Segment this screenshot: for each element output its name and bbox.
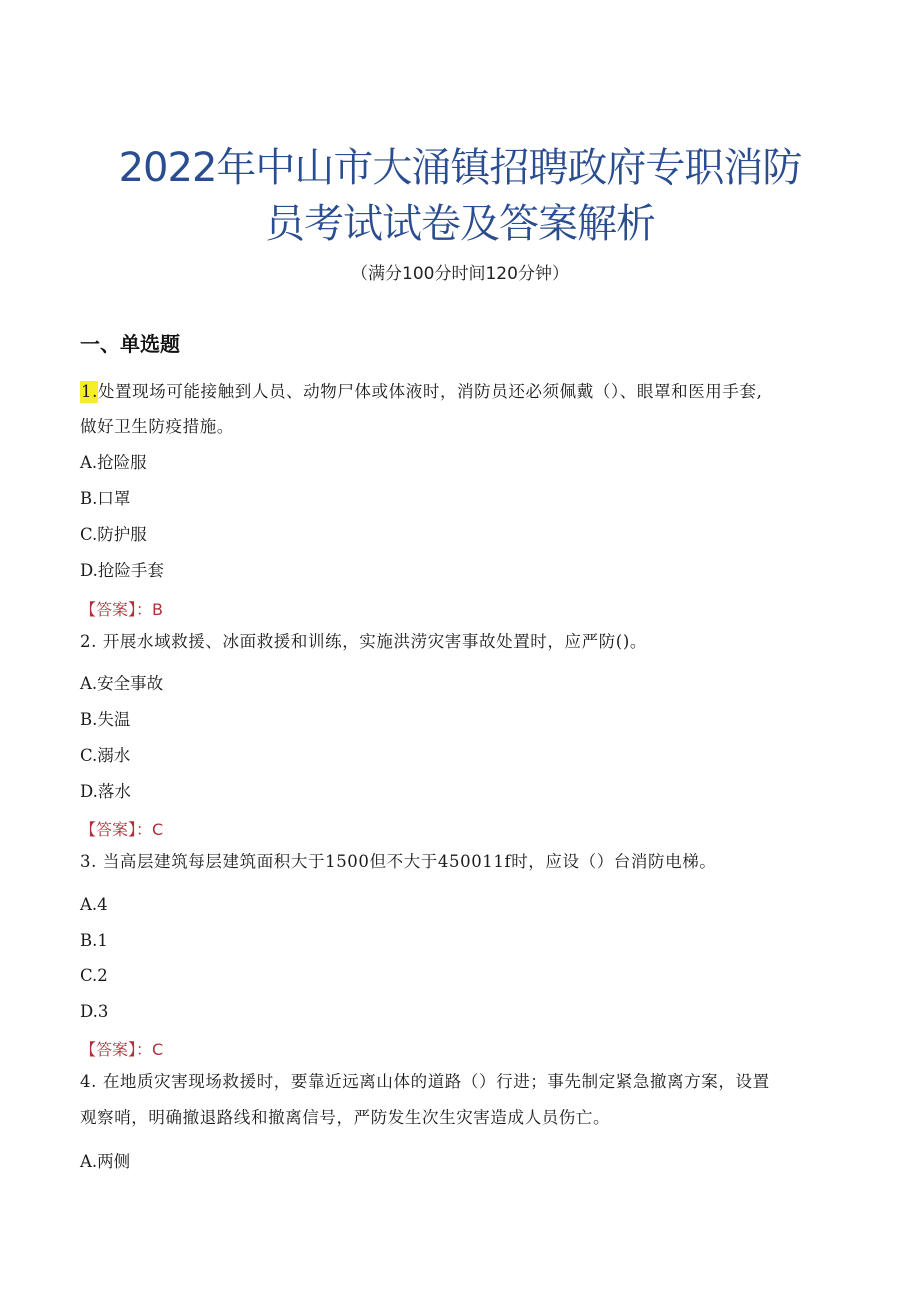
option: C.防护服 bbox=[80, 525, 147, 544]
option: A.抢险服 bbox=[80, 453, 147, 472]
option: B.口罩 bbox=[80, 489, 131, 508]
question-number: 4. bbox=[80, 1072, 97, 1091]
option: A.两侧 bbox=[80, 1152, 131, 1171]
option: A.4 bbox=[80, 895, 108, 914]
option: B.失温 bbox=[80, 710, 131, 729]
page-title-line2: 员考试试卷及答案解析 bbox=[265, 201, 655, 247]
answer-label: 【答案】：C bbox=[80, 1040, 164, 1059]
question-number-highlight: 1. bbox=[81, 382, 98, 401]
option: C.溺水 bbox=[80, 746, 131, 765]
question-text: 开展水域救援、冰面救援和训练，实施洪涝灾害事故处置时，应严防()。 bbox=[102, 632, 647, 651]
option: B.1 bbox=[80, 931, 108, 950]
page-title-line1: 2022年中山市大涌镇招聘政府专职消防 bbox=[118, 145, 802, 191]
option: D.3 bbox=[80, 1002, 109, 1021]
question-4-line2: 观察哨，明确撤退路线和撤离信号，严防发生次生灾害造成人员伤亡。 bbox=[80, 1108, 611, 1127]
answer-label: 【答案】：C bbox=[80, 820, 164, 839]
answer-label: 【答案】：B bbox=[80, 600, 163, 619]
question-2-line1 bbox=[80, 631, 647, 653]
option: D.抢险手套 bbox=[80, 561, 164, 580]
question-number: 2. bbox=[80, 632, 97, 651]
question-text: 在地质灾害现场救援时，要靠近远离山体的道路（）行进；事先制定紧急撤离方案，设置 bbox=[102, 1072, 770, 1091]
question-3-line1 bbox=[80, 851, 716, 873]
question-text: 处置现场可能接触到人员、动物尸体或体液时，消防员还必须佩戴（）、眼罩和医用手套, bbox=[97, 382, 763, 401]
question-1-line2: 做好卫生防疫措施。 bbox=[80, 417, 234, 436]
question-1-line1 bbox=[80, 381, 762, 403]
question-4-line1 bbox=[80, 1071, 770, 1093]
section-heading: 一、单选题 bbox=[80, 332, 180, 356]
option: D.落水 bbox=[80, 782, 131, 801]
question-number: 3. bbox=[80, 852, 97, 871]
option: C.2 bbox=[80, 966, 108, 985]
option: A.安全事故 bbox=[80, 674, 164, 693]
question-text: 当高层建筑每层建筑面积大于1500但不大于450011f时，应设（）台消防电梯。 bbox=[102, 852, 717, 871]
exam-subtitle: （满分100分时间120分钟） bbox=[351, 264, 569, 284]
